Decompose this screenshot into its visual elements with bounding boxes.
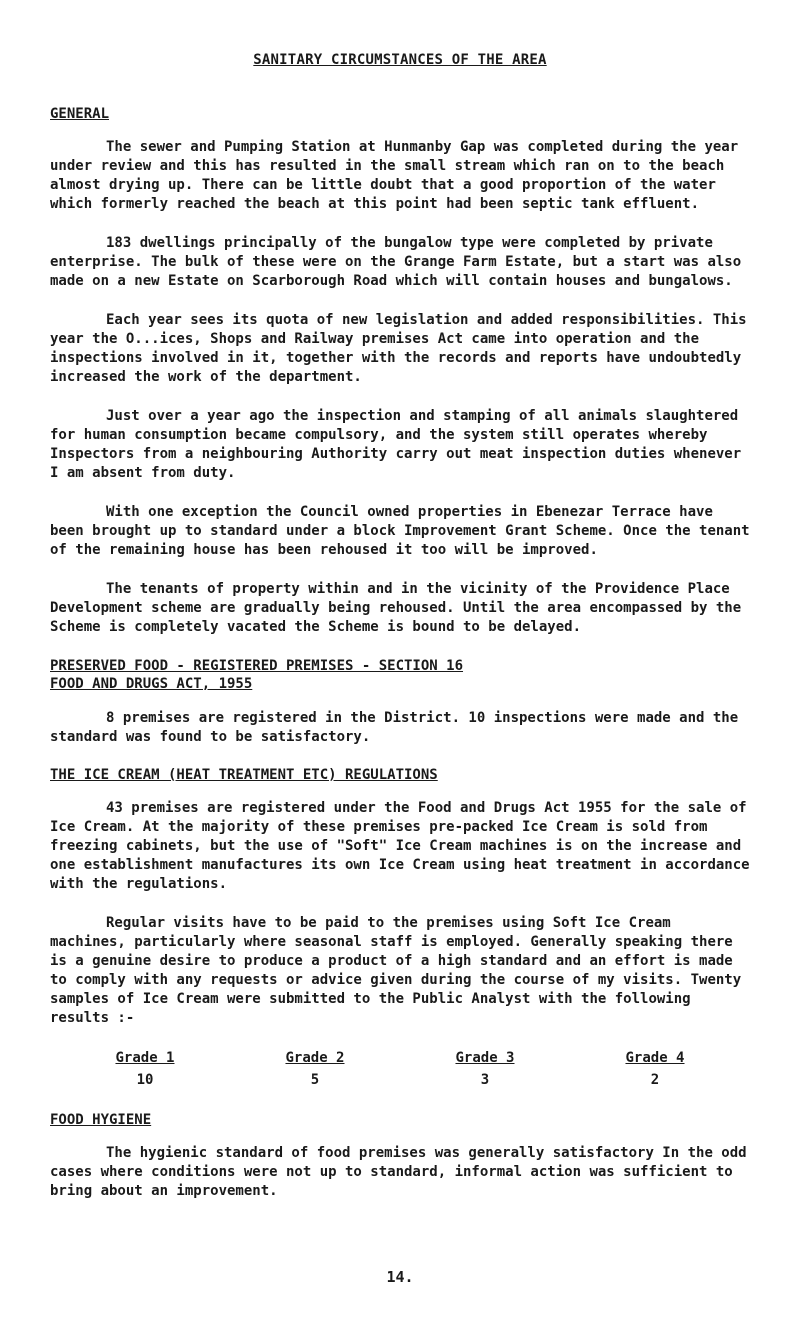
grade-label: Grade 3	[455, 1050, 515, 1066]
section-general	[50, 106, 750, 637]
grade-column	[60, 1048, 230, 1092]
paragraph: Regular visits have to be paid to the premises using Soft Ice Cream machines, particularly where seasonal staff is employed. Generally speaking there is a genuine desire to produce a product of a high standard and an effort is made to comply with any requests or advice given during the course of my visits. Twenty samples of Ice Cream were submitted to the Public Analyst with the following results :-	[50, 915, 742, 1026]
paragraph: The hygienic standard of food premises was generally satisfactory In the odd cases where conditions were not up to standard, informal action was sufficient to bring about an improvement.	[50, 1145, 747, 1199]
paragraph: 43 premises are registered under the Food and Drugs Act 1955 for the sale of Ice Cream. At the majority of these premises pre-packed Ice Cream is sold from freezing cabinets, but the use of "Soft" Ice Cream machines is on the increase and one establishment manufactures its own Ice Cream using heat treatment in accordance with the regulations.	[50, 800, 750, 892]
section-ice-cream	[50, 767, 750, 1092]
section-preserved-food	[50, 657, 750, 747]
grade-column	[230, 1048, 400, 1092]
grade-label: Grade 1	[115, 1050, 175, 1066]
section-heading-line: PRESERVED FOOD - REGISTERED PREMISES - SECTION 16	[50, 658, 464, 674]
grade-results-table	[50, 1048, 750, 1092]
section-heading-ice-cream: THE ICE CREAM (HEAT TREATMENT ETC) REGULATIONS	[50, 767, 438, 783]
section-food-hygiene	[50, 1112, 750, 1201]
grade-label: Grade 2	[285, 1050, 345, 1066]
grade-column	[400, 1048, 570, 1092]
paragraph: The sewer and Pumping Station at Hunmanby Gap was completed during the year under review and this has resulted in the small stream which ran on to the beach almost drying up. There can be little doubt that a good proportion of the water which formerly reached the beach at this point had been septic tank effluent.	[50, 139, 739, 212]
page-title: SANITARY CIRCUMSTANCES OF THE AREA	[253, 52, 547, 68]
paragraph: Each year sees its quota of new legislation and added responsibilities. This year the O...ices, Shops and Railway premises Act came into operation and the inspections involved in it, together with the records and reports have undoubtedly increased the work of the department.	[50, 312, 747, 385]
paragraph: 183 dwellings principally of the bungalow type were completed by private enterprise. The bulk of these were on the Grange Farm Estate, but a start was also made on a new Estate on Scarborough Road which will contain houses and bungalows.	[50, 235, 742, 289]
section-heading-preserved-food	[50, 657, 750, 693]
paragraph: Just over a year ago the inspection and stamping of all animals slaughtered for human consumption became compulsory, and the system still operates whereby Inspectors from a neighbouring Authority carry out meat inspection duties whenever I am absent from duty.	[50, 408, 742, 481]
section-heading-food-hygiene: FOOD HYGIENE	[50, 1112, 152, 1128]
grade-label: Grade 4	[625, 1050, 685, 1066]
grade-column	[570, 1048, 740, 1092]
paragraph: The tenants of property within and in the vicinity of the Providence Place Development scheme are gradually being rehoused. Until the area encompassed by the Scheme is completely vacated the Scheme is bound to be delayed.	[50, 581, 742, 635]
paragraph: 8 premises are registered in the District. 10 inspections were made and the standard was found to be satisfactory.	[50, 710, 739, 745]
page-number: 14.	[386, 1268, 414, 1286]
grade-count: 3	[480, 1072, 490, 1088]
grade-count: 10	[136, 1072, 154, 1088]
section-heading-line: FOOD AND DRUGS ACT, 1955	[50, 676, 253, 692]
paragraph: With one exception the Council owned properties in Ebenezar Terrace have been brought up to standard under a block Improvement Grant Scheme. Once the tenant of the remaining house has been rehoused it too will be improved.	[50, 504, 750, 558]
section-heading-general: GENERAL	[50, 106, 110, 122]
grade-count: 5	[310, 1072, 320, 1088]
grade-count: 2	[650, 1072, 660, 1088]
